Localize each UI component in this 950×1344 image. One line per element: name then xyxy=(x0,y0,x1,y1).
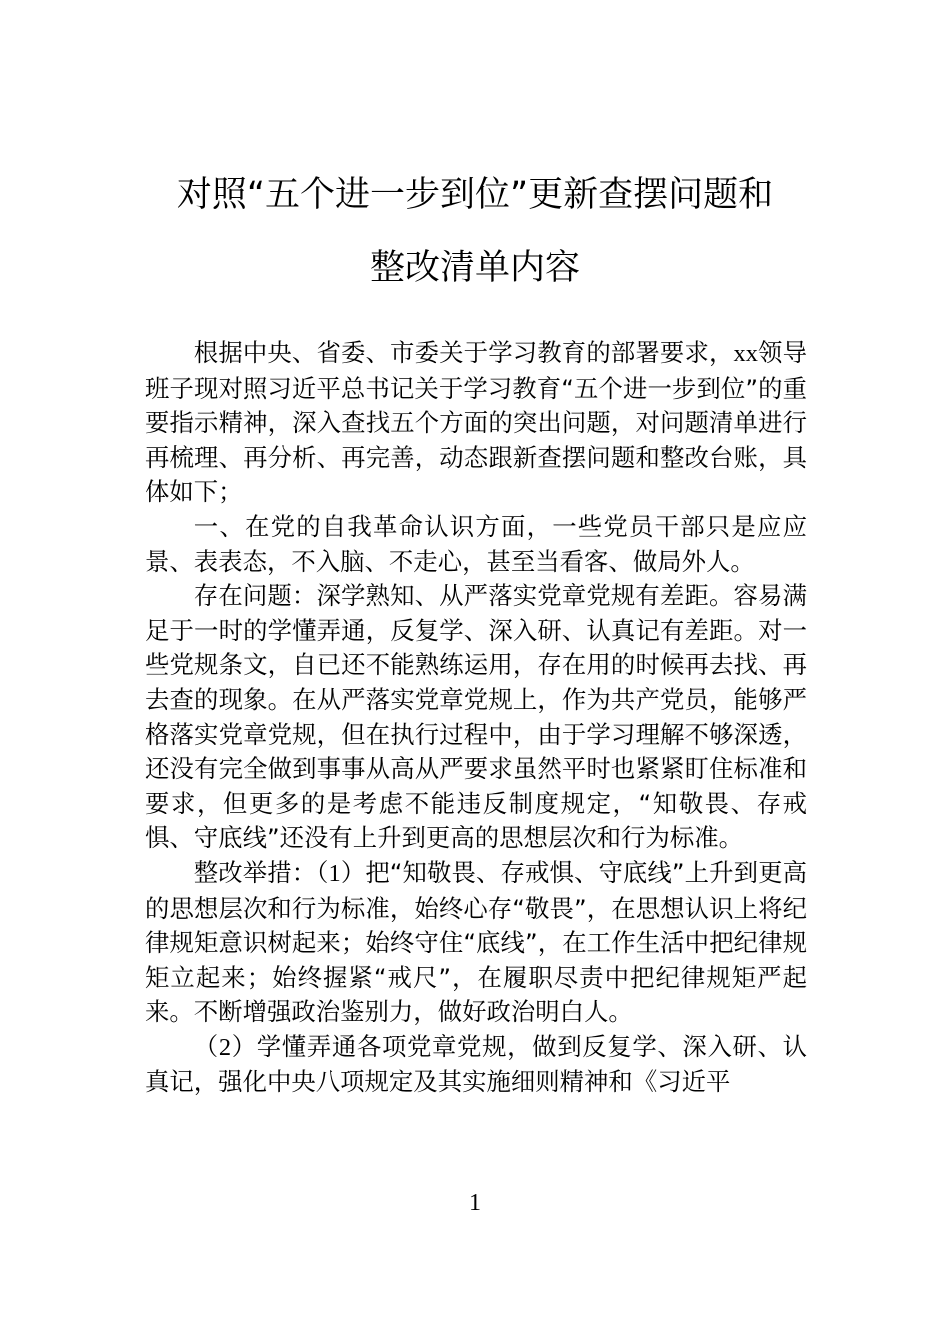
document-title-line-2: 整改清单内容 xyxy=(369,248,580,288)
paragraph-measures-2-text: ）学懂弄通各项党章党规，做到反复学、深入研、认真记，强化中央八项规定及其实施细则精神和《习近平 xyxy=(145,1031,807,1097)
paragraph-measures-2-lead: （ xyxy=(193,1031,219,1061)
paragraph-measures-1-lead: 整改举措：（ xyxy=(193,857,329,887)
item-number-2: 2 xyxy=(218,1033,232,1061)
paragraph-problems: 存在问题：深学熟知、从严落实党章党规有差距。容易满足于一时的学懂弄通，反复学、深入研、认真记有差距。对一些党规条文，自已还不能熟练运用，存在用的时候再去找、再去查的现象。在从严落实党章党规上，作为共产党员，能够严格落实党章党规，但在执行过程中，由于学习理解不够深透，还没有完全做到事事从高从严要求虽然平时也紧紧盯住标准和要求，但更多的是考虑不能违反制度规定，“知敬畏、存戒惧、守底线”还没有上升到更高的思想层次和行为标准。 xyxy=(145,581,807,853)
placeholder-xx: xx xyxy=(733,340,758,367)
paragraph-measures-1 xyxy=(145,856,807,1030)
paragraph-intro-text: 根据中央、省委、市委关于学习教育的部署要求， xyxy=(193,338,734,367)
paragraph-intro-text-cont: 领导班子现对照习近平总书记关于学习教育“五个进一步到位”的重要指示精神，深入查找五个方面的突出问题，对问题清单进行再梳理、再分析、再完善，动态跟新查摆问题和整改台账，具体如下； xyxy=(145,338,807,507)
item-number-1: 1 xyxy=(328,859,341,887)
page-number: 1 xyxy=(469,1190,481,1216)
document-title-line-1: 对照“五个进一步到位”更新查摆问题和 xyxy=(176,175,774,215)
paragraph-measures-2 xyxy=(145,1030,807,1100)
document-body xyxy=(145,336,807,1100)
paragraph-measures-1-text: ）把“知敬畏、存戒惧、守底线”上升到更高的思想层次和行为标准，始终心存“敬畏”，在思想认识上将纪律规矩意识树起来；始终守住“底线”，在工作生活中把纪律规矩立起来；始终握紧“戒尺”，在履职尽责中把纪律规矩严起来。不断增强政治鉴别力，做好政治明白人。 xyxy=(145,857,807,1027)
paragraph-intro xyxy=(145,336,807,510)
paragraph-section-one: 一、在党的自我革命认识方面，一些党员干部只是应应景、表表态，不入脑、不走心，甚至当看客、做局外人。 xyxy=(145,511,807,576)
